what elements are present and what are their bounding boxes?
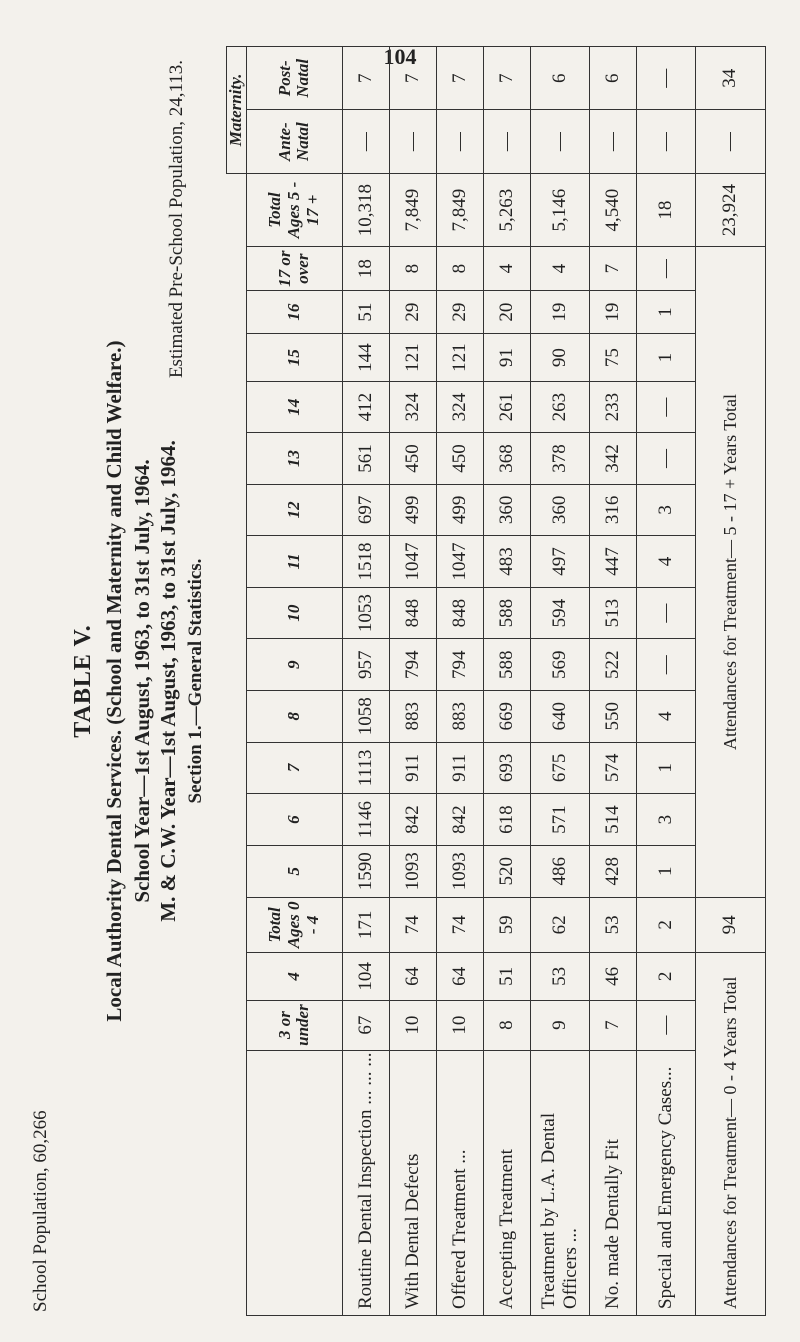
table-cell: 4: [530, 247, 589, 291]
table-row: [389, 47, 436, 1316]
table-cell: 20: [483, 290, 530, 333]
table-cell: 1093: [389, 845, 436, 897]
col-11: 11: [246, 536, 342, 588]
table-cell: —: [483, 110, 530, 173]
table-cell: 911: [436, 742, 483, 794]
table-cell: 7: [436, 47, 483, 110]
table-cell: 1113: [342, 742, 389, 794]
table-cell: 842: [389, 794, 436, 846]
table-cell: 51: [483, 953, 530, 1001]
attendance-ante-natal: —: [695, 110, 765, 173]
table-cell: 8: [436, 247, 483, 291]
table-cell: 53: [589, 897, 636, 952]
table-cell: 794: [389, 639, 436, 690]
col-total-0-4: Total Ages 0 - 4: [246, 897, 342, 952]
table-cell: —: [530, 110, 589, 173]
table-cell: 640: [530, 690, 589, 742]
table-cell: 7: [342, 47, 389, 110]
table-cell: 574: [589, 742, 636, 794]
row-label: No. made Dentally Fit: [589, 1050, 636, 1315]
table-cell: 144: [342, 334, 389, 382]
table-cell: 412: [342, 381, 389, 432]
table-cell: 7: [589, 247, 636, 291]
table-cell: 594: [530, 587, 589, 639]
table-cell: 4: [636, 690, 695, 742]
attendance-5-17-label: Attendances for Treatment— 5 - 17 + Years Total: [695, 247, 765, 897]
table-cell: 121: [436, 334, 483, 382]
table-cell: 693: [483, 742, 530, 794]
table-cell: 7: [389, 47, 436, 110]
table-cell: 450: [389, 433, 436, 484]
table-cell: 618: [483, 794, 530, 846]
table-cell: 29: [389, 290, 436, 333]
table-cell: —: [636, 110, 695, 173]
table-cell: 1047: [436, 536, 483, 588]
table-cell: 1053: [342, 587, 389, 639]
table-cell: 499: [389, 484, 436, 535]
table-cell: 233: [589, 381, 636, 432]
table-row: [530, 47, 589, 1316]
table-cell: 368: [483, 433, 530, 484]
table-cell: 513: [589, 587, 636, 639]
table-cell: 10: [436, 1000, 483, 1050]
caption-line-4: Section 1.—General Statistics.: [185, 558, 206, 804]
row-label: Special and Emergency Cases...: [636, 1050, 695, 1315]
table-cell: 2: [636, 897, 695, 952]
table-cell: —: [589, 110, 636, 173]
table-cell: 842: [436, 794, 483, 846]
table-cell: 2: [636, 953, 695, 1001]
table-cell: 848: [436, 587, 483, 639]
col-5: 5: [246, 845, 342, 897]
table-cell: 486: [530, 845, 589, 897]
table-row: [483, 47, 530, 1316]
table-cell: 19: [530, 290, 589, 333]
table-cell: 1: [636, 290, 695, 333]
table-cell: 1590: [342, 845, 389, 897]
table-cell: 19: [589, 290, 636, 333]
table-cell: 883: [436, 690, 483, 742]
table-cell: 18: [342, 247, 389, 291]
table-cell: 561: [342, 433, 389, 484]
table-cell: 64: [389, 953, 436, 1001]
table-cell: —: [342, 110, 389, 173]
table-cell: 6: [589, 47, 636, 110]
table-cell: 1093: [436, 845, 483, 897]
attendance-row: [695, 47, 765, 1316]
table-cell: —: [636, 433, 695, 484]
table-row: [589, 47, 636, 1316]
table-cell: 499: [436, 484, 483, 535]
row-label: Accepting Treatment: [483, 1050, 530, 1315]
group-header-row: [227, 47, 247, 1316]
table-cell: 316: [589, 484, 636, 535]
col-9: 9: [246, 639, 342, 690]
col-4: 4: [246, 953, 342, 1001]
col-6: 6: [246, 794, 342, 846]
col-8: 8: [246, 690, 342, 742]
table-cell: 4,540: [589, 173, 636, 246]
table-cell: 51: [342, 290, 389, 333]
col-ante-natal: Ante-Natal: [246, 110, 342, 173]
table-cell: 75: [589, 334, 636, 382]
table-cell: 5,146: [530, 173, 589, 246]
row-label: Offered Treatment ...: [436, 1050, 483, 1315]
col-14: 14: [246, 381, 342, 432]
dental-statistics-table: [226, 46, 766, 1316]
table-cell: 497: [530, 536, 589, 588]
table-cell: 74: [436, 897, 483, 952]
table-cell: 450: [436, 433, 483, 484]
table-cell: 29: [436, 290, 483, 333]
attendance-post-natal: 34: [695, 47, 765, 110]
table-cell: 7,849: [389, 173, 436, 246]
table-row: [636, 47, 695, 1316]
table-cell: 360: [530, 484, 589, 535]
page-number: 104: [383, 44, 417, 69]
row-label: Treatment by L.A. Dental Officers ...: [530, 1050, 589, 1315]
table-cell: 569: [530, 639, 589, 690]
attendance-5-17-value: 23,924: [695, 173, 765, 246]
table-cell: 171: [342, 897, 389, 952]
table-cell: —: [389, 110, 436, 173]
col-13: 13: [246, 433, 342, 484]
table-cell: 6: [530, 47, 589, 110]
table-cell: —: [636, 381, 695, 432]
maternity-header: Maternity.: [227, 47, 247, 174]
table-cell: 261: [483, 381, 530, 432]
table-cell: 62: [530, 897, 589, 952]
table-cell: 522: [589, 639, 636, 690]
table-cell: 360: [483, 484, 530, 535]
rotated-table-page: [30, 46, 770, 1316]
table-cell: 46: [589, 953, 636, 1001]
table-cell: 4: [483, 247, 530, 291]
school-population: School Population, 60,266: [30, 1110, 51, 1312]
table-cell: 588: [483, 639, 530, 690]
table-cell: 3: [636, 484, 695, 535]
table-cell: 571: [530, 794, 589, 846]
table-cell: 794: [436, 639, 483, 690]
table-cell: 67: [342, 1000, 389, 1050]
col-15: 15: [246, 334, 342, 382]
table-cell: 90: [530, 334, 589, 382]
table-cell: 669: [483, 690, 530, 742]
table-cell: 263: [530, 381, 589, 432]
col-total-5-17: Total Ages 5 - 17 +: [246, 173, 342, 246]
col-post-natal: Post-Natal: [246, 47, 342, 110]
table-cell: 675: [530, 742, 589, 794]
table-cell: 447: [589, 536, 636, 588]
table-cell: 1058: [342, 690, 389, 742]
table-cell: 324: [436, 381, 483, 432]
table-cell: 74: [389, 897, 436, 952]
table-cell: —: [636, 587, 695, 639]
table-cell: 588: [483, 587, 530, 639]
table-cell: 10,318: [342, 173, 389, 246]
caption-line-3: M. & C.W. Year—1st August, 1963, to 31st July, 1964.: [156, 440, 180, 922]
col-7: 7: [246, 742, 342, 794]
table-cell: 4: [636, 536, 695, 588]
table-cell: 9: [530, 1000, 589, 1050]
table-cell: 18: [636, 173, 695, 246]
table-cell: —: [436, 110, 483, 173]
table-cell: 8: [483, 1000, 530, 1050]
table-cell: 324: [389, 381, 436, 432]
table-cell: —: [636, 1000, 695, 1050]
table-cell: 697: [342, 484, 389, 535]
column-header-row: [246, 47, 342, 1316]
table-cell: 7,849: [436, 173, 483, 246]
caption-line-2: School Year—1st August, 1963, to 31st July, 1964.: [130, 459, 154, 903]
table-cell: —: [636, 639, 695, 690]
table-cell: 911: [389, 742, 436, 794]
table-cell: 1518: [342, 536, 389, 588]
table-cell: 7: [483, 47, 530, 110]
col-12: 12: [246, 484, 342, 535]
table-cell: 1146: [342, 794, 389, 846]
table-cell: 5,263: [483, 173, 530, 246]
table-row: [436, 47, 483, 1316]
table-cell: 1: [636, 334, 695, 382]
caption-line-1: Local Authority Dental Services. (School and Maternity and Child Welfare.): [102, 340, 126, 1022]
table-cell: 848: [389, 587, 436, 639]
row-label: Routine Dental Inspection ... ... ...: [342, 1050, 389, 1315]
table-cell: 3: [636, 794, 695, 846]
col-17-or-over: 17 or over: [246, 247, 342, 291]
table-cell: 428: [589, 845, 636, 897]
col-10: 10: [246, 587, 342, 639]
table-cell: —: [636, 47, 695, 110]
table-cell: 121: [389, 334, 436, 382]
table-cell: 483: [483, 536, 530, 588]
table-cell: —: [636, 247, 695, 291]
table-cell: 957: [342, 639, 389, 690]
table-cell: 64: [436, 953, 483, 1001]
table-title: TABLE V.: [70, 624, 96, 738]
table-caption: [30, 46, 230, 1316]
pre-school-population: Estimated Pre-School Population, 24,113.: [166, 60, 187, 379]
table-row: [342, 47, 389, 1316]
attendance-0-4-value: 94: [695, 897, 765, 952]
table-cell: 8: [389, 247, 436, 291]
table-cell: 104: [342, 953, 389, 1001]
table-cell: 91: [483, 334, 530, 382]
table-cell: 7: [589, 1000, 636, 1050]
table-cell: 520: [483, 845, 530, 897]
table-cell: 378: [530, 433, 589, 484]
table-cell: 10: [389, 1000, 436, 1050]
table-cell: 1: [636, 845, 695, 897]
row-label: With Dental Defects: [389, 1050, 436, 1315]
col-16: 16: [246, 290, 342, 333]
col-3-or-under: 3 or under: [246, 1000, 342, 1050]
attendance-0-4-label: Attendances for Treatment— 0 - 4 Years Total: [695, 953, 765, 1316]
table-cell: 342: [589, 433, 636, 484]
table-cell: 1: [636, 742, 695, 794]
table-cell: 59: [483, 897, 530, 952]
table-cell: 514: [589, 794, 636, 846]
table-cell: 1047: [389, 536, 436, 588]
table-cell: 53: [530, 953, 589, 1001]
table-cell: 550: [589, 690, 636, 742]
table-cell: 883: [389, 690, 436, 742]
